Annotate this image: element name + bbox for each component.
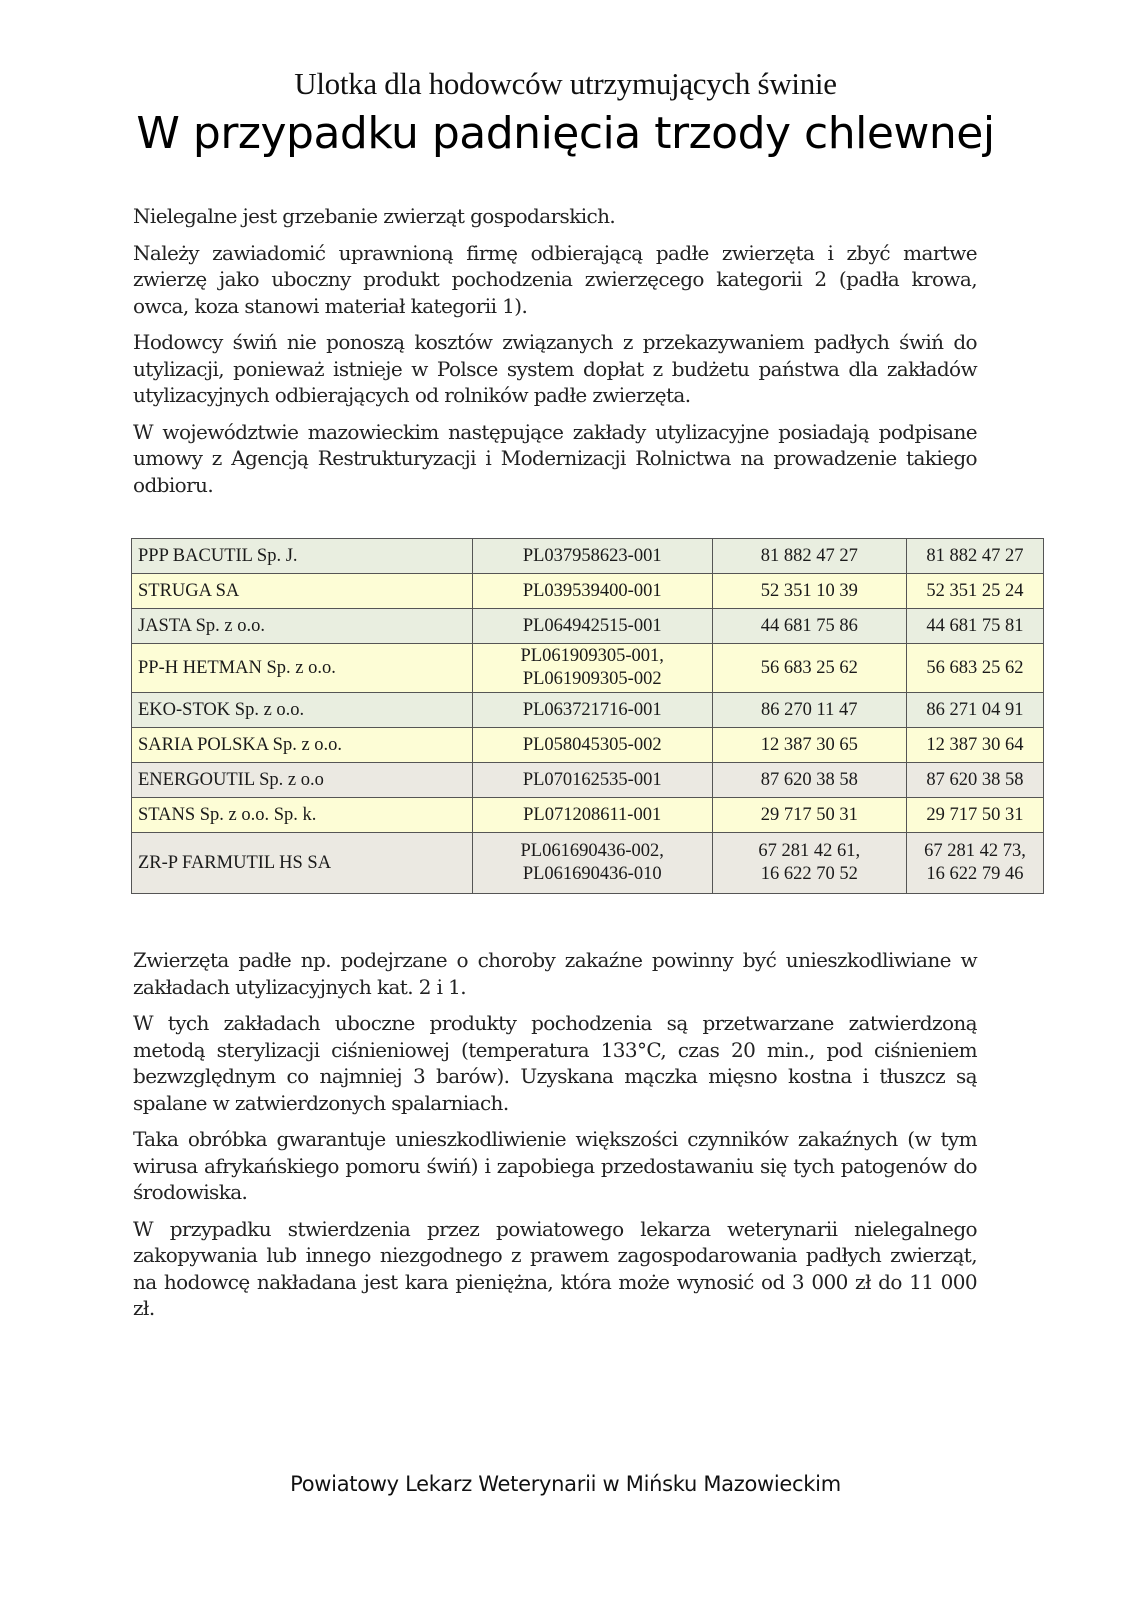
fax-phone-cell: 56 683 25 62 (906, 644, 1043, 693)
company-name-cell: SARIA POLSKA Sp. z o.o. (132, 728, 473, 763)
fax-phone-cell: 86 271 04 91 (906, 693, 1043, 728)
vet-number-cell: PL058045305-002 (472, 728, 712, 763)
vet-number-cell: PL037958623-001 (472, 539, 712, 574)
phone-cell: 29 717 50 31 (712, 798, 906, 833)
phone-cell: 52 351 10 39 (712, 574, 906, 609)
table-row (132, 728, 1044, 763)
table-row (132, 574, 1044, 609)
table-row (132, 763, 1044, 798)
table-row (132, 833, 1044, 894)
vet-number-cell: PL064942515-001 (472, 609, 712, 644)
fax-phone-cell: 44 681 75 81 (906, 609, 1043, 644)
paragraph-notify-company: Należy zawiadomić uprawnioną firmę odbierającą padłe zwierzęta i zbyć martwe zwierzę jako uboczny produkt pochodzenia zwierzęcego kategorii 2 (padła krowa, owca, koza stanowi materiał kategorii 1). (133, 240, 977, 318)
fax-phone-cell: 87 620 38 58 (906, 763, 1043, 798)
company-name-cell: STANS Sp. z o.o. Sp. k. (132, 798, 473, 833)
fax-phone-cell: 81 882 47 27 (906, 539, 1043, 574)
phone-cell: 12 387 30 65 (712, 728, 906, 763)
vet-number-cell: PL061909305-001, PL061909305-002 (472, 644, 712, 693)
company-name-cell: EKO-STOK Sp. z o.o. (132, 693, 473, 728)
company-name-cell: PP-H HETMAN Sp. z o.o. (132, 644, 473, 693)
fax-phone-cell: 67 281 42 73, 16 622 79 46 (906, 833, 1043, 894)
rendering-plants-table (131, 538, 1044, 894)
phone-cell: 44 681 75 86 (712, 609, 906, 644)
phone-cell: 87 620 38 58 (712, 763, 906, 798)
vet-number-cell: PL061690436-002, PL061690436-010 (472, 833, 712, 894)
vet-number-cell: PL063721716-001 (472, 693, 712, 728)
company-name-cell: PPP BACUTIL Sp. J. (132, 539, 473, 574)
table-row (132, 609, 1044, 644)
footer-signature: Powiatowy Lekarz Weterynarii w Mińsku Mazowieckim (290, 1472, 841, 1496)
table-row (132, 539, 1044, 574)
intro-section (133, 203, 977, 508)
leaflet-title: W przypadku padnięcia trzody chlewnej (136, 108, 995, 159)
vet-number-cell: PL070162535-001 (472, 763, 712, 798)
table-row (132, 693, 1044, 728)
paragraph-infectious-disposal: Zwierzęta padłe np. podejrzane o choroby zakaźne powinny być unieszkodliwiane w zakładach utylizacyjnych kat. 2 i 1. (133, 948, 977, 999)
fax-phone-cell: 12 387 30 64 (906, 728, 1043, 763)
paragraph-burial-illegal: Nielegalne jest grzebanie zwierząt gospodarskich. (133, 204, 616, 228)
phone-cell: 67 281 42 61, 16 622 70 52 (712, 833, 906, 894)
vet-number-cell: PL039539400-001 (472, 574, 712, 609)
table-row (132, 798, 1044, 833)
paragraph-penalty: W przypadku stwierdzenia przez powiatowego lekarza weterynarii nielegalnego zakopywania lub innego niezgodnego z prawem zagospodarowania padłych zwierząt, na hodowcę nakładana jest kara pieniężna, która może wynosić od 3 000 zł do 11 000 zł. (133, 1216, 977, 1320)
company-name-cell: JASTA Sp. z o.o. (132, 609, 473, 644)
company-name-cell: ENERGOUTIL Sp. z o.o (132, 763, 473, 798)
processing-section (133, 947, 977, 1332)
paragraph-asf-prevention: Taka obróbka gwarantuje unieszkodliwienie większości czynników zakaźnych (w tym wirusa afrykańskiego pomoru świń) i zapobiega przedostawaniu się tych patogenów do środowiska. (133, 1127, 977, 1204)
paragraph-no-costs: Hodowcy świń nie ponoszą kosztów związanych z przekazywaniem padłych świń do utylizacji, ponieważ istnieje w Polsce system dopłat z budżetu państwa dla zakładów utylizacyjnych odbierających od rolników padłe zwierzęta. (133, 330, 977, 407)
company-name-cell: ZR-P FARMUTIL HS SA (132, 833, 473, 894)
fax-phone-cell: 52 351 25 24 (906, 574, 1043, 609)
fax-phone-cell: 29 717 50 31 (906, 798, 1043, 833)
paragraph-mazowieckie-plants: W województwie mazowieckim następujące zakłady utylizacyjne posiadają podpisane umowy z Agencją Restrukturyzacji i Modernizacji Rolnictwa na prowadzenie takiego odbioru. (133, 419, 977, 497)
paragraph-sterilization-method: W tych zakładach uboczne produkty pochodzenia są przetwarzane zatwierdzoną metodą sterylizacji ciśnieniowej (temperatura 133°C, czas 20 min., pod ciśnieniem bezwzględnym co najmniej 3 barów). Uzyskana mączka mięsno kostna i tłuszcz są spalane w zatwierdzonych spalarniach. (133, 1011, 977, 1115)
phone-cell: 86 270 11 47 (712, 693, 906, 728)
leaflet-subtitle: Ulotka dla hodowców utrzymujących świnie (294, 66, 837, 101)
company-name-cell: STRUGA SA (132, 574, 473, 609)
table-row (132, 644, 1044, 693)
phone-cell: 56 683 25 62 (712, 644, 906, 693)
phone-cell: 81 882 47 27 (712, 539, 906, 574)
vet-number-cell: PL071208611-001 (472, 798, 712, 833)
